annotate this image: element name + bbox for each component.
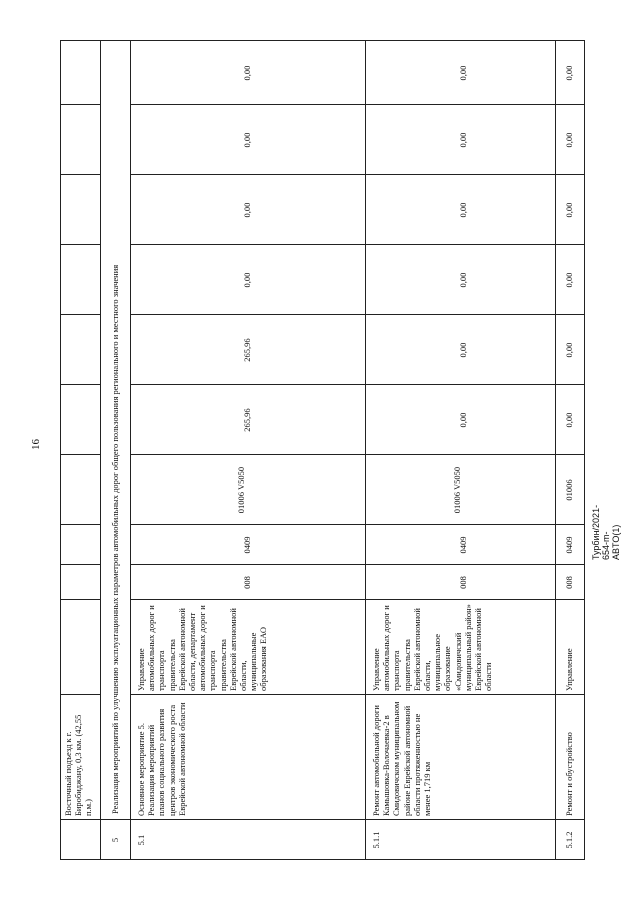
row-5-1-rzpr: 0409 [242,536,252,554]
row-5-1-num: 5.1 [136,834,146,846]
row-5-1-1-value-6: 0,00 [458,65,468,81]
row-5-1-value-1: 265,96 [242,408,252,432]
row-5-1-1-grbs: 008 [458,576,468,589]
row-5-1-2-grbs: 008 [564,576,574,589]
row-5-num: 5 [110,837,120,843]
row-5-1-1-rzpr: 0409 [458,536,468,554]
row-5-1-2-value-1: 0,00 [564,412,574,428]
row-5-1-csr: 01006 V5050 [236,466,246,514]
row-5-1-value-3: 0,00 [242,272,252,288]
top-row-name: Восточный подъезд к г. Биробиджану, 0,3 км. (42,55 п.м.) [63,714,94,816]
document-footer: Турбин/2021-654-m-ABTO(1) [591,504,621,560]
row-5-1-1-value-5: 0,00 [458,132,468,148]
row-5-1-value-4: 0,00 [242,202,252,218]
row-5-1-value-6: 0,00 [242,65,252,81]
row-5-1-2-rzpr: 0409 [564,536,574,554]
row-5-1-value-2: 265,96 [242,338,252,362]
row-5-1-2-executor: Управление [564,648,574,691]
row-5-1-1-executor: Управление автомобильных дорог и транспорта правительства Еврейской автономной области, муниципальное образование «Смидовичский муниципальный район» Еврейской автономной области [371,604,494,691]
row-5-1-2-csr: 01006 [564,479,574,501]
row-5-1-value-5: 0,00 [242,132,252,148]
row-5-1-2-num: 5.1.2 [564,831,574,849]
row-5-1-1-name: Ремонт автомобильной дороги Камышовка-Волочаевка-2 в Смидовичском муниципальном районе Еврейской автономной области протяженностью не менее 1,719 км [371,701,433,816]
row-5-section-title: Реализация мероприятий по улучшению эксплуатационных параметров автомобильных дорог общего пользования регионального и местного значения [110,264,120,814]
row-5-1-2-name: Ремонт и обустройство [564,732,574,816]
row-5-1-2-value-2: 0,00 [564,342,574,358]
page-number: 16 [30,439,42,450]
row-5-1-executor: Управление автомобильных дорог и транспорта правительства Еврейской автономной области, департамент автомобильных дорог и транспорта правительства Еврейской автономной области, муниципальные образования ЕАО [136,605,269,691]
row-5-1-2-value-5: 0,00 [564,132,574,148]
row-5-1-name: Основное мероприятие 5. Реализация мероприятий планов социального развития центров экономического роста Еврейской автономной области [136,702,187,816]
row-5-1-1-value-4: 0,00 [458,202,468,218]
row-5-1-2-value-4: 0,00 [564,202,574,218]
row-5-1-1-value-3: 0,00 [458,272,468,288]
row-5-1-2-value-6: 0,00 [564,65,574,81]
row-5-1-grbs: 008 [242,576,252,589]
row-5-1-1-num: 5.1.1 [371,831,381,849]
budget-table [60,40,585,860]
row-5-1-1-csr: 01006 V5050 [452,466,462,514]
row-5-1-1-value-2: 0,00 [458,342,468,358]
row-5-1-1-value-1: 0,00 [458,412,468,428]
row-5-1-2-value-3: 0,00 [564,272,574,288]
